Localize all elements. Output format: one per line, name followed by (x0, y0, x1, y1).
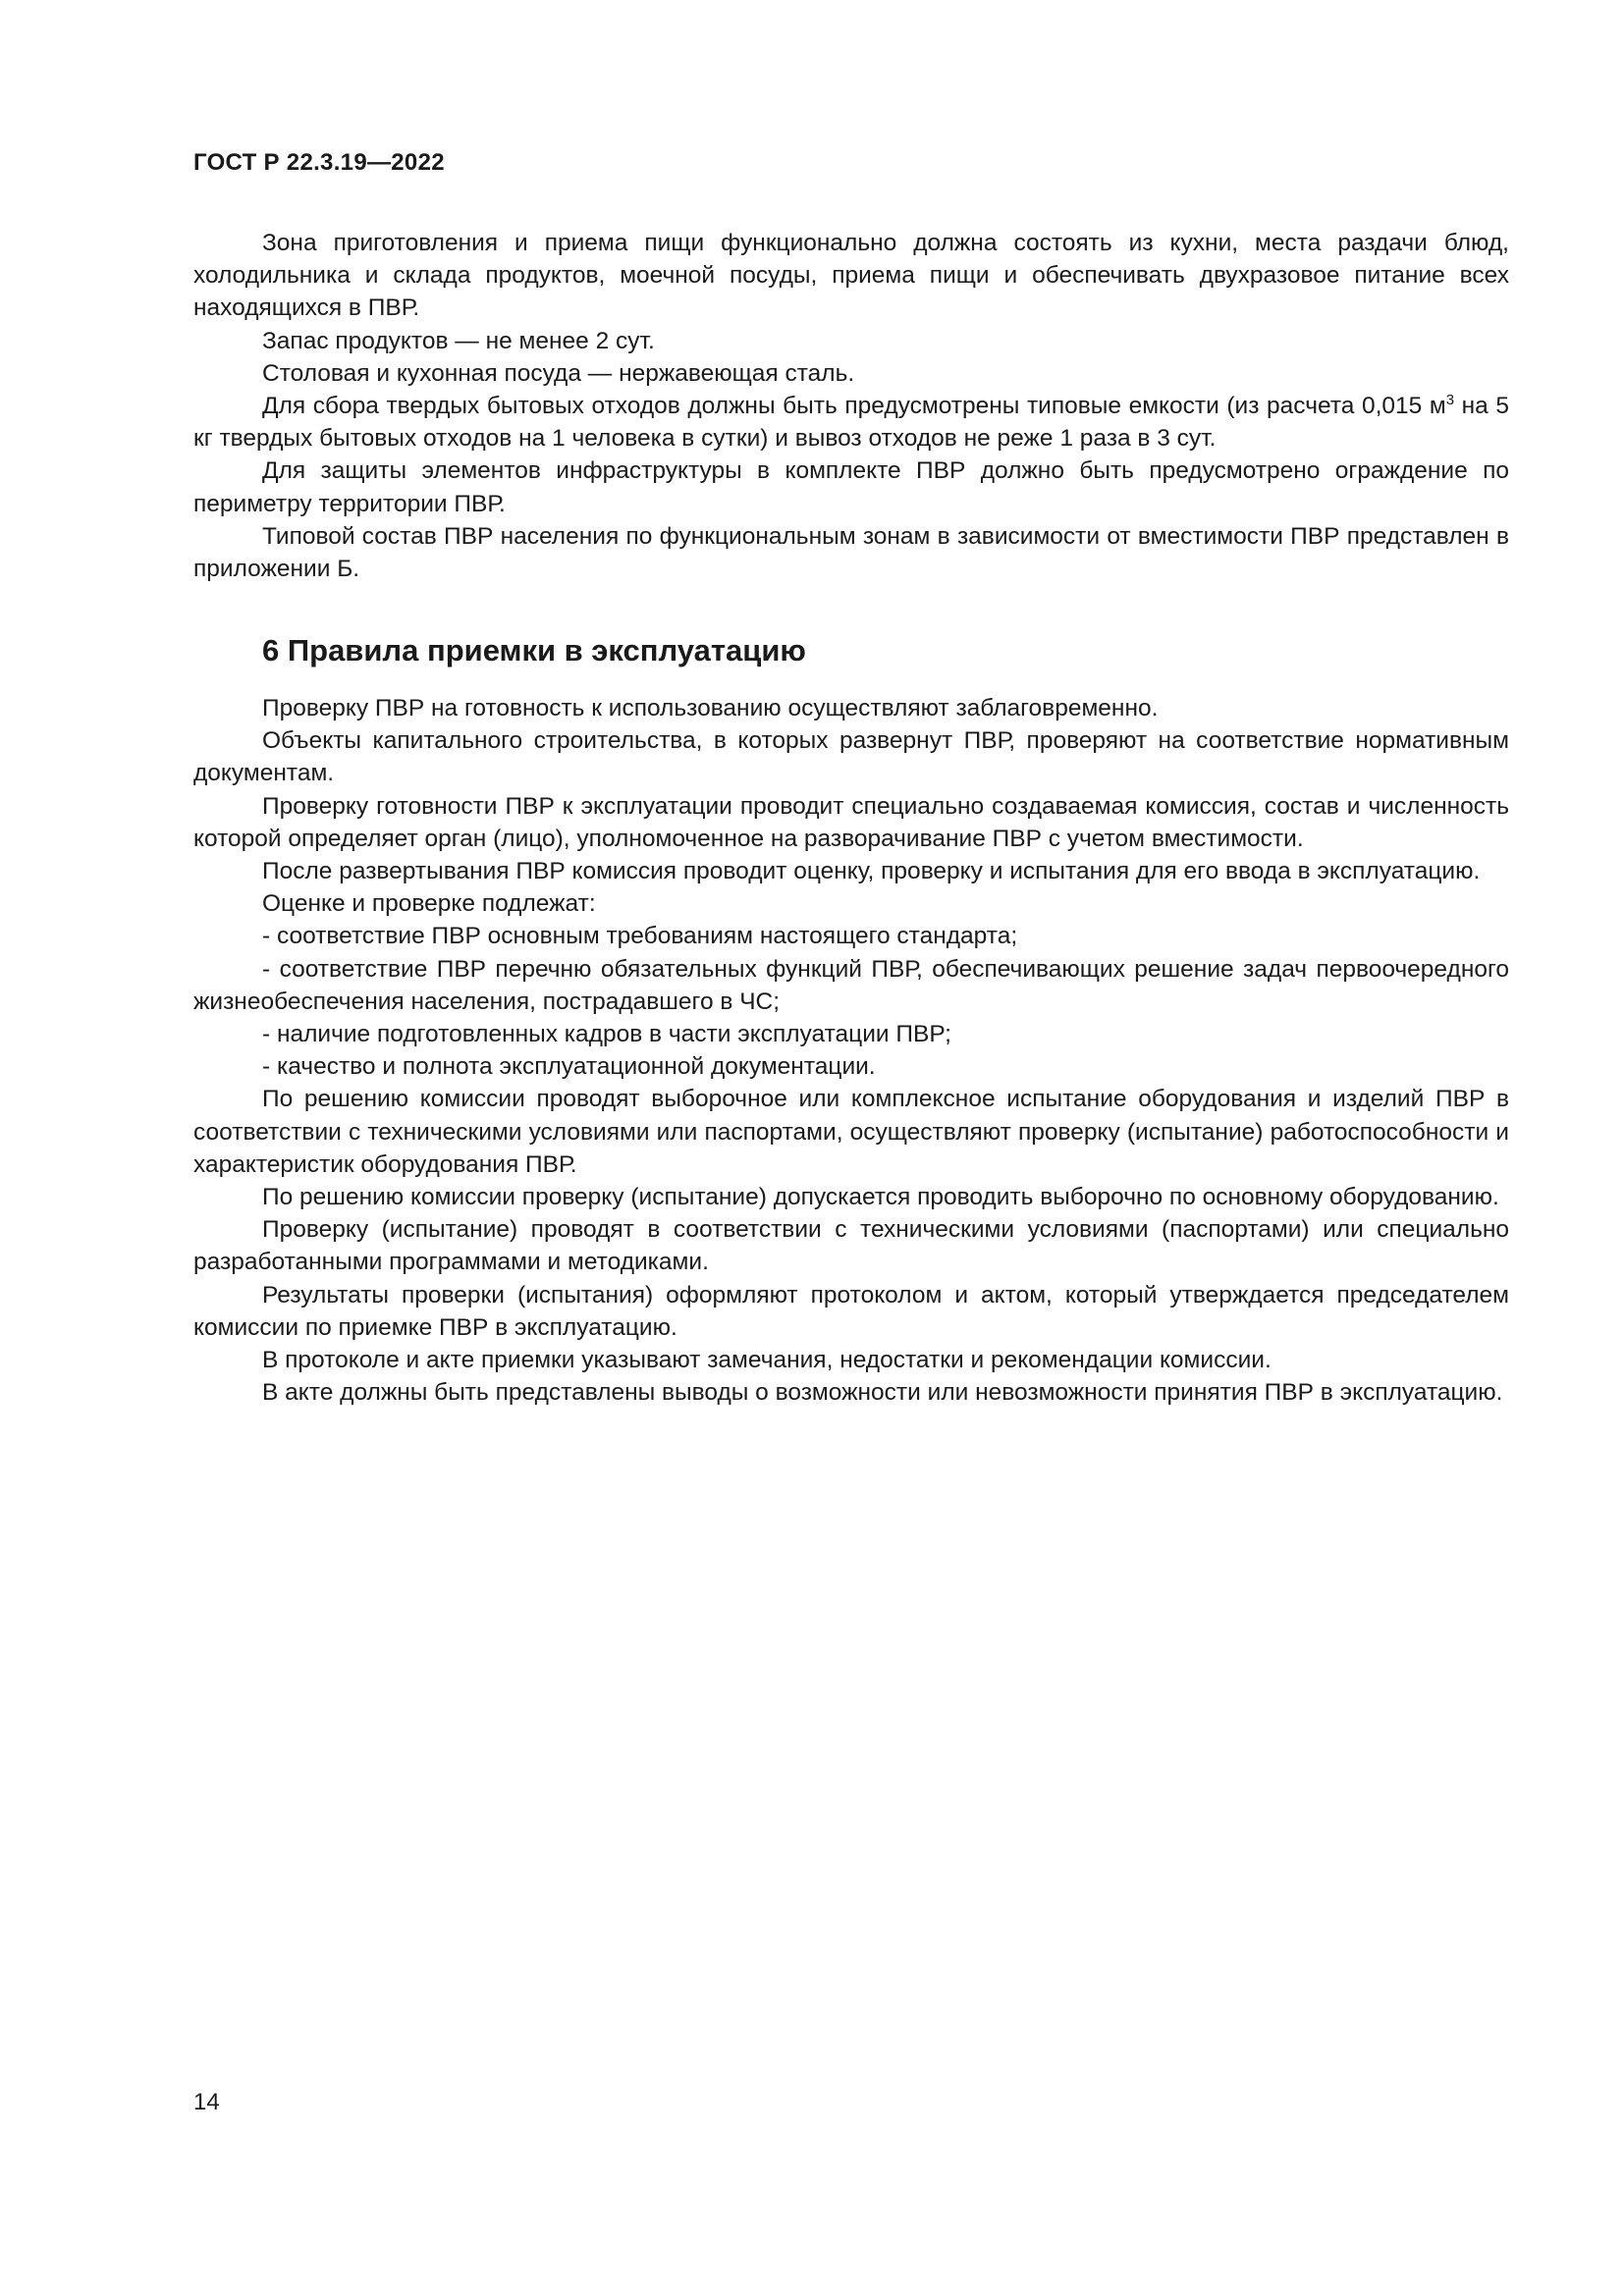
paragraph: Оценке и проверке подлежат: (262, 890, 596, 918)
paragraph: По решению комиссии проводят выборочное или комплексное испытание оборудования и изделий ПВР в соответствии с техническими условиями или паспортами, осуществляют проверку (испытание) работоспособности и характеристик оборудования ПВР. (193, 1086, 1509, 1178)
section-6-body (193, 692, 1509, 1409)
paragraph: Проверку (испытание) проводят в соответствии с техническими условиями (паспортами) или специально разработанными программами и методиками. (193, 1216, 1509, 1276)
paragraph: Результаты проверки (испытания) оформляют протоколом и актом, который утверждается председателем комиссии по приемке ПВР в эксплуатацию. (193, 1281, 1509, 1341)
paragraph: После развертывания ПВР комиссия проводит оценку, проверку и испытания для его ввода в эксплуатацию. (262, 858, 1481, 885)
paragraph: По решению комиссии проверку (испытание) допускается проводить выборочно по основному оборудованию. (262, 1184, 1499, 1211)
paragraph: В протоколе и акте приемки указывают замечания, недостатки и рекомендации комиссии. (262, 1347, 1272, 1374)
waste-text-after: на 5 кг твердых бытовых отходов на 1 человека в сутки) и вывоз отходов не реже 1 раза в 3 сут. (193, 393, 1509, 453)
page-number: 14 (193, 2089, 220, 2115)
paragraph: Столовая и кухонная посуда — нержавеющая сталь. (262, 359, 855, 387)
paragraph: Объекты капитального строительства, в которых развернут ПВР, проверяют на соответствие нормативным документам. (193, 727, 1509, 787)
paragraph: Запас продуктов — не менее 2 сут. (262, 327, 655, 354)
paragraph: Проверку ПВР на готовность к использованию осуществляют заблаговременно. (262, 695, 1159, 721)
list-item: - соответствие ПВР основным требованиям настоящего стандарта; (262, 923, 1018, 950)
paragraph: В акте должны быть представлены выводы о возможности или невозможности принятия ПВР в эксплуатацию. (262, 1379, 1503, 1407)
paragraph: Проверку готовности ПВР к эксплуатации проводит специально создаваемая комиссия, состав и численность которой определяет орган (лицо), уполномоченное на разворачивание ПВР с учетом вместимости. (193, 792, 1509, 852)
waste-paragraph (193, 390, 1509, 454)
superscript-three: 3 (1445, 392, 1455, 409)
list-item: - наличие подготовленных кадров в части эксплуатации ПВР; (262, 1021, 951, 1048)
paragraph: Зона приготовления и приема пищи функционально должна состоять из кухни, места раздачи блюд, холодильника и склада продуктов, моечной посуды, приема пищи и обеспечивать двухразовое питание всех находящихся в ПВР. (193, 230, 1509, 322)
paragraph: Для защиты элементов инфраструктуры в комплекте ПВР должно быть предусмотрено ограждение по периметру территории ПВР. (193, 457, 1509, 517)
list-item: - качество и полнота эксплуатационной документации. (262, 1053, 876, 1081)
document-header-id: ГОСТ Р 22.3.19—2022 (193, 149, 445, 176)
top-text-block (193, 227, 1509, 585)
section-heading: 6 Правила приемки в эксплуатацию (262, 633, 806, 667)
paragraph: Типовой состав ПВР населения по функциональным зонам в зависимости от вместимости ПВР представлен в приложении Б. (193, 522, 1509, 583)
list-item: - соответствие ПВР перечню обязательных функций ПВР, обеспечивающих решение задач первоочередного жизнеобеспечения населения, пострадавшего в ЧС; (193, 955, 1509, 1015)
waste-text-before: Для сбора твердых бытовых отходов должны быть предусмотрены типовые емкости (из расчета 0,015 м (262, 393, 1446, 420)
